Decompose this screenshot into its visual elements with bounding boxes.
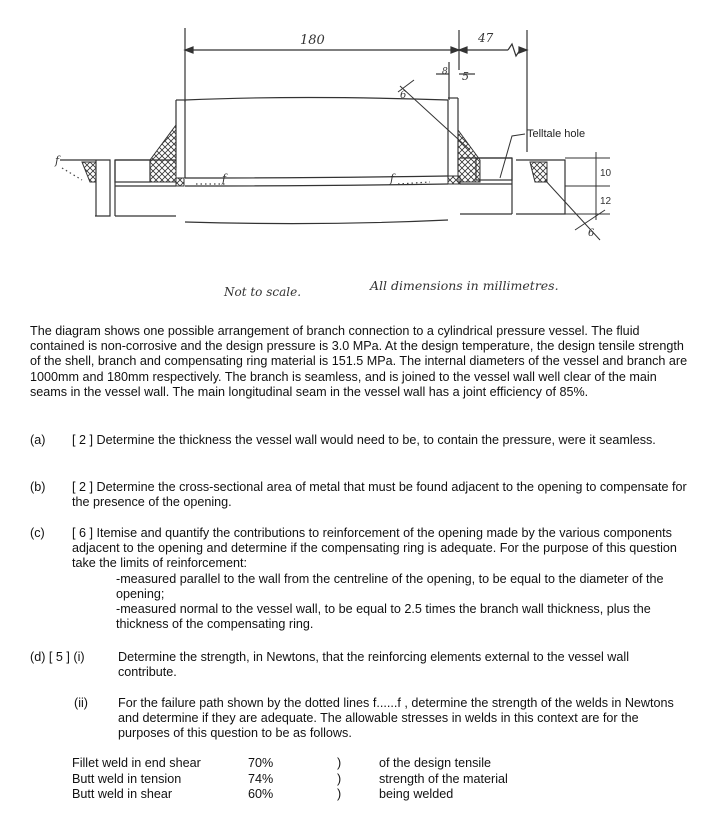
weld-table-percents: [248, 756, 273, 803]
question-c-limit-1: -measured parallel to the wall from the centreline of the opening, to be equal to the diameter of the opening;: [116, 571, 664, 601]
weld-table-notes: [379, 756, 508, 803]
dim-12-label: 12: [600, 196, 612, 207]
dim-6-top-label: 6: [400, 90, 407, 101]
question-b-text: [ 2 ] Determine the cross-sectional area of metal that must be found adjacent to the opening to compensate for the presence of the opening.: [72, 480, 687, 510]
question-c-label: (c): [30, 526, 45, 540]
question-c-limit-2: -measured normal to the vessel wall, to be equal to 2.5 times the branch wall thickness, plus the thickness of the compensating ring.: [116, 602, 651, 632]
question-d-ii-label: (ii): [74, 696, 88, 710]
question-a-text: [ 2 ] Determine the thickness the vessel wall would need to be, to contain the pressure, were it seamless.: [72, 433, 656, 447]
weld-percent-cell: 70%: [248, 756, 274, 770]
f-mid-left-label: f: [222, 172, 227, 185]
question-d-i-text: Determine the strength, in Newtons, that the reinforcing elements external to the vessel wall contribute.: [118, 650, 630, 680]
branch-connection-diagram: [0, 0, 713, 310]
weld-table-types: [72, 756, 201, 803]
all-dimensions-label: All dimensions in millimetres.: [370, 278, 559, 293]
weld-type-cell: Butt weld in shear: [72, 787, 173, 802]
weld-percent-cell: 74%: [248, 771, 274, 786]
weld-note-cell: of the design tensile: [379, 756, 492, 770]
weld-note-cell: strength of the material: [379, 771, 508, 786]
weld-note-cell: being welded: [379, 787, 454, 802]
dim-180-label: 180: [300, 33, 325, 48]
question-c-text: [72, 526, 687, 632]
question-b-label: (b): [30, 480, 46, 494]
weld-type-cell: Fillet weld in end shear: [72, 756, 201, 770]
dim-6-bottom-label: 6: [588, 228, 595, 239]
not-to-scale-label: Not to scale.: [224, 285, 302, 299]
brace-cell: ): [337, 771, 342, 786]
weld-type-cell: Butt weld in tension: [72, 771, 182, 786]
weld-percent-cell: 60%: [248, 787, 274, 802]
brace-cell: ): [337, 756, 342, 770]
f-left-label: f: [55, 154, 60, 167]
dim-8-label: 8: [442, 67, 448, 77]
question-d-label: (d) [ 5 ] (i): [30, 650, 85, 664]
question-c-intro: [ 6 ] Itemise and quantify the contributions to reinforcement of the opening made by the various components adjacent to the opening and determine if the compensating ring is adequate. For the purpose of this question take the limits of reinforcement:: [72, 526, 677, 571]
question-d-ii-text: For the failure path shown by the dotted lines f......f , determine the strength of the welds in Newtons and determine if they are adequate. The allowable stresses in welds in this context are for the purposes of this question to be as follows.: [118, 696, 674, 741]
dim-5-label: 5: [462, 70, 469, 83]
intro-paragraph: The diagram shows one possible arrangement of branch connection to a cylindrical pressure vessel. The fluid contained is non-corrosive and the design pressure is 3.0 MPa. At the design temperature, the design tensile strength of the shell, branch and compensating ring material is 151.5 MPa. The internal diameters of the vessel and branch are 1000mm and 180mm respectively. The branch is seamless, and is joined to the vessel wall well clear of the main seams in the vessel wall. The main longitudinal seam in the vessel wall has a joint efficiency of 85%.: [30, 324, 688, 399]
dim-47-label: 47: [478, 31, 494, 45]
brace-cell: ): [337, 787, 342, 802]
dim-10-label: 10: [600, 168, 612, 179]
f-mid-right-label: f: [390, 172, 395, 185]
telltale-hole-label: Telltale hole: [527, 128, 586, 140]
weld-table-braces: [337, 756, 341, 803]
question-a-label: (a): [30, 433, 46, 447]
